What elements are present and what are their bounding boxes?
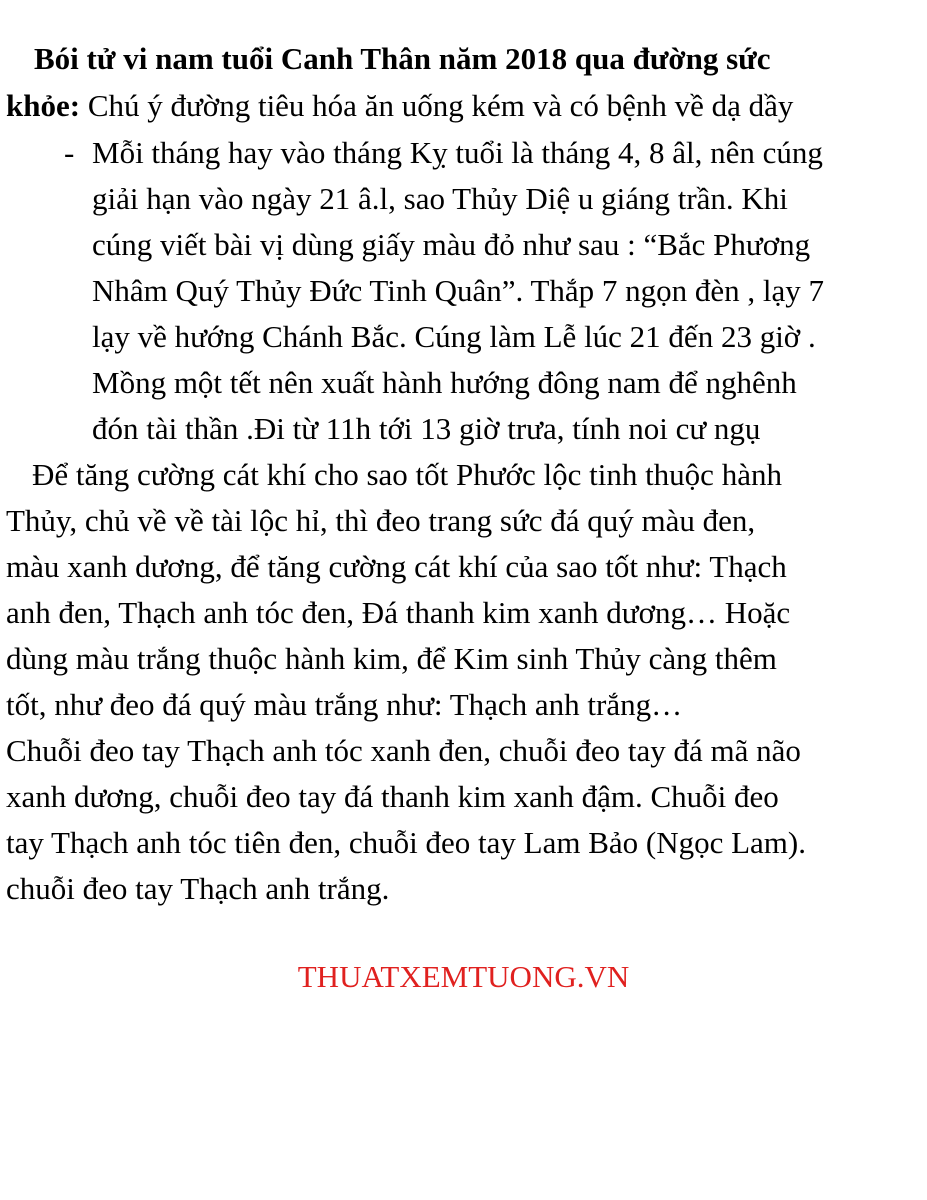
paragraph-line: Chuỗi đeo tay Thạch anh tóc xanh đen, chuỗi đeo tay đá mã não: [6, 733, 801, 768]
site-watermark: THUATXEMTUONG.VN: [297, 959, 630, 994]
bullet-line: [92, 360, 797, 406]
paragraph-line: chuỗi đeo tay Thạch anh trắng.: [6, 871, 390, 906]
paragraph-line: dùng màu trắng thuộc hành kim, để Kim sinh Thủy càng thêm: [6, 641, 777, 676]
paragraph-line: màu xanh dương, để tăng cường cát khí của sao tốt như: Thạch: [6, 549, 787, 584]
bullet-line-text: Mồng một tết nên xuất hành hướng đông nam để nghênh: [92, 365, 797, 400]
bullet-line: [92, 222, 810, 268]
paragraph-line: Để tăng cường cát khí cho sao tốt Phước lộc tinh thuộc hành: [32, 457, 782, 492]
bullet-line-text: đón tài thần .Đi từ 11h tới 13 giờ trưa, tính noi cư ngụ: [92, 411, 761, 446]
bullet-line: [92, 314, 816, 360]
paragraph-line: anh đen, Thạch anh tóc đen, Đá thanh kim xanh dương… Hoặc: [6, 595, 791, 630]
bullet-line: [92, 406, 760, 452]
bullet-line: [92, 176, 788, 222]
paragraph-line: tay Thạch anh tóc tiên đen, chuỗi đeo tay Lam Bảo (Ngọc Lam).: [6, 825, 806, 860]
paragraph-line: Thủy, chủ về về tài lộc hỉ, thì đeo trang sức đá quý màu đen,: [6, 503, 756, 538]
bullet-line: [92, 130, 914, 176]
bullet-line-text: Mỗi tháng hay vào tháng Kỵ tuổi là tháng 4, 8 âl, nên cúng: [92, 135, 823, 170]
heading-line-2: [6, 83, 793, 129]
heading-label: khỏe:: [6, 88, 81, 123]
paragraph-line: xanh dương, chuỗi đeo tay đá thanh kim xanh đậm. Chuỗi đeo: [6, 779, 779, 814]
bullet-line: [92, 268, 824, 314]
heading-line-1: Bói tử vi nam tuổi Canh Thân năm 2018 qua đường sức: [34, 41, 771, 76]
bullet-line-text: cúng viết bài vị dùng giấy màu đỏ như sau : “Bắc Phương: [92, 227, 811, 262]
bullet-line-text: giải hạn vào ngày 21 â.l, sao Thủy Diệ u giáng trần. Khi: [92, 181, 788, 216]
paragraph-line: tốt, như đeo đá quý màu trắng như: Thạch anh trắng…: [6, 687, 683, 722]
bullet-dash: -: [64, 135, 75, 170]
bullet-line-text: Nhâm Quý Thủy Đức Tinh Quân”. Thắp 7 ngọn đèn , lạy 7: [92, 273, 825, 308]
bullet-line-text: lạy về hướng Chánh Bắc. Cúng làm Lễ lúc 21 đến 23 giờ .: [92, 319, 816, 354]
heading-text: Chú ý đường tiêu hóa ăn uống kém và có bệnh về dạ dầy: [80, 88, 794, 123]
